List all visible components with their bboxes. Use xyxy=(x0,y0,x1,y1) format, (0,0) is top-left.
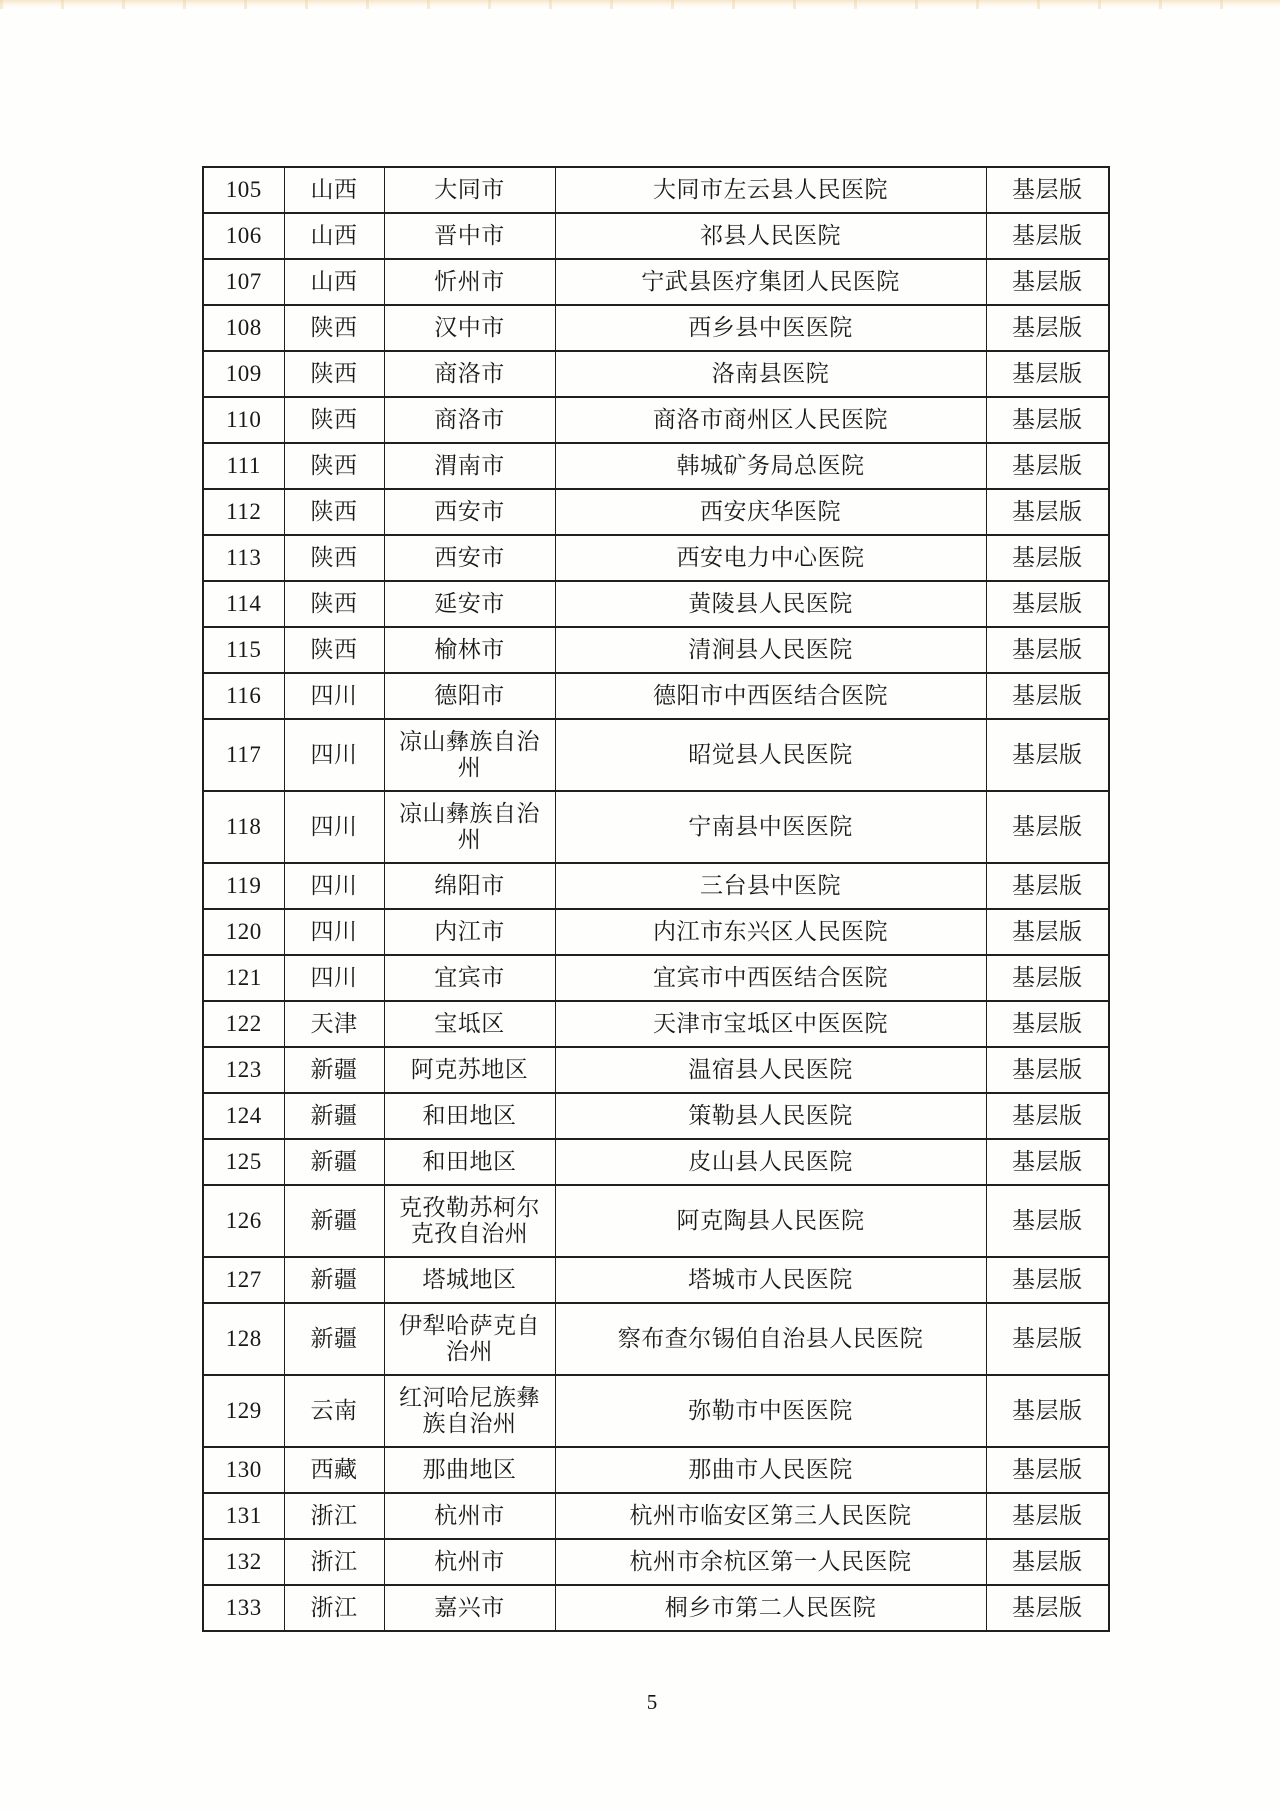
row-number-cell: 121 xyxy=(203,955,284,1001)
hospital-cell: 黄陵县人民医院 xyxy=(555,581,986,627)
hospital-cell: 杭州市余杭区第一人民医院 xyxy=(555,1539,986,1585)
table-row xyxy=(203,213,1109,259)
version-cell: 基层版 xyxy=(986,535,1109,581)
hospital-cell: 桐乡市第二人民医院 xyxy=(555,1585,986,1631)
city-cell: 绵阳市 xyxy=(384,863,555,909)
table-row xyxy=(203,1493,1109,1539)
province-cell: 新疆 xyxy=(284,1047,384,1093)
city-cell: 德阳市 xyxy=(384,673,555,719)
city-cell: 红河哈尼族彝族自治州 xyxy=(384,1375,555,1447)
version-cell: 基层版 xyxy=(986,863,1109,909)
row-number-cell: 109 xyxy=(203,351,284,397)
row-number-cell: 105 xyxy=(203,167,284,213)
row-number-cell: 107 xyxy=(203,259,284,305)
row-number-cell: 120 xyxy=(203,909,284,955)
version-cell: 基层版 xyxy=(986,627,1109,673)
version-cell: 基层版 xyxy=(986,213,1109,259)
scan-edge-artifact xyxy=(0,0,1280,9)
hospital-cell: 杭州市临安区第三人民医院 xyxy=(555,1493,986,1539)
province-cell: 四川 xyxy=(284,673,384,719)
version-cell: 基层版 xyxy=(986,1139,1109,1185)
hospital-table xyxy=(202,166,1110,1632)
version-cell: 基层版 xyxy=(986,167,1109,213)
table-row xyxy=(203,489,1109,535)
table-row xyxy=(203,955,1109,1001)
version-cell: 基层版 xyxy=(986,719,1109,791)
table-row xyxy=(203,305,1109,351)
city-cell: 宝坻区 xyxy=(384,1001,555,1047)
version-cell: 基层版 xyxy=(986,581,1109,627)
city-cell: 和田地区 xyxy=(384,1139,555,1185)
province-cell: 新疆 xyxy=(284,1139,384,1185)
province-cell: 新疆 xyxy=(284,1303,384,1375)
row-number-cell: 119 xyxy=(203,863,284,909)
hospital-cell: 察布查尔锡伯自治县人民医院 xyxy=(555,1303,986,1375)
table-row xyxy=(203,1447,1109,1493)
row-number-cell: 112 xyxy=(203,489,284,535)
hospital-cell: 祁县人民医院 xyxy=(555,213,986,259)
table-row xyxy=(203,1001,1109,1047)
city-cell: 克孜勒苏柯尔克孜自治州 xyxy=(384,1185,555,1257)
row-number-cell: 106 xyxy=(203,213,284,259)
province-cell: 山西 xyxy=(284,213,384,259)
province-cell: 四川 xyxy=(284,909,384,955)
table-row xyxy=(203,1303,1109,1375)
hospital-cell: 天津市宝坻区中医医院 xyxy=(555,1001,986,1047)
table-row xyxy=(203,1257,1109,1303)
city-cell: 宜宾市 xyxy=(384,955,555,1001)
version-cell: 基层版 xyxy=(986,305,1109,351)
hospital-cell: 宁武县医疗集团人民医院 xyxy=(555,259,986,305)
version-cell: 基层版 xyxy=(986,1447,1109,1493)
row-number-cell: 111 xyxy=(203,443,284,489)
row-number-cell: 126 xyxy=(203,1185,284,1257)
province-cell: 山西 xyxy=(284,259,384,305)
province-cell: 陕西 xyxy=(284,443,384,489)
province-cell: 陕西 xyxy=(284,351,384,397)
city-cell: 商洛市 xyxy=(384,351,555,397)
hospital-cell: 那曲市人民医院 xyxy=(555,1447,986,1493)
province-cell: 新疆 xyxy=(284,1093,384,1139)
row-number-cell: 123 xyxy=(203,1047,284,1093)
province-cell: 四川 xyxy=(284,955,384,1001)
row-number-cell: 128 xyxy=(203,1303,284,1375)
table-row xyxy=(203,581,1109,627)
row-number-cell: 116 xyxy=(203,673,284,719)
city-cell: 塔城地区 xyxy=(384,1257,555,1303)
hospital-cell: 塔城市人民医院 xyxy=(555,1257,986,1303)
table-row xyxy=(203,1585,1109,1631)
province-cell: 四川 xyxy=(284,863,384,909)
table-row xyxy=(203,1047,1109,1093)
province-cell: 浙江 xyxy=(284,1585,384,1631)
row-number-cell: 122 xyxy=(203,1001,284,1047)
hospital-cell: 洛南县医院 xyxy=(555,351,986,397)
province-cell: 陕西 xyxy=(284,581,384,627)
row-number-cell: 114 xyxy=(203,581,284,627)
province-cell: 新疆 xyxy=(284,1185,384,1257)
page-number: 5 xyxy=(646,1690,658,1714)
table-row xyxy=(203,791,1109,863)
row-number-cell: 132 xyxy=(203,1539,284,1585)
version-cell: 基层版 xyxy=(986,1585,1109,1631)
table-row xyxy=(203,1093,1109,1139)
city-cell: 忻州市 xyxy=(384,259,555,305)
city-cell: 西安市 xyxy=(384,535,555,581)
table-row xyxy=(203,909,1109,955)
version-cell: 基层版 xyxy=(986,1375,1109,1447)
city-cell: 延安市 xyxy=(384,581,555,627)
hospital-table-body xyxy=(203,167,1109,1631)
province-cell: 陕西 xyxy=(284,397,384,443)
hospital-cell: 宁南县中医医院 xyxy=(555,791,986,863)
city-cell: 杭州市 xyxy=(384,1539,555,1585)
hospital-cell: 西安电力中心医院 xyxy=(555,535,986,581)
city-cell: 凉山彝族自治州 xyxy=(384,791,555,863)
table-row xyxy=(203,673,1109,719)
city-cell: 西安市 xyxy=(384,489,555,535)
table-row xyxy=(203,719,1109,791)
province-cell: 陕西 xyxy=(284,489,384,535)
table-row xyxy=(203,535,1109,581)
hospital-cell: 西乡县中医医院 xyxy=(555,305,986,351)
city-cell: 阿克苏地区 xyxy=(384,1047,555,1093)
table-row xyxy=(203,1375,1109,1447)
hospital-cell: 温宿县人民医院 xyxy=(555,1047,986,1093)
hospital-cell: 皮山县人民医院 xyxy=(555,1139,986,1185)
table-row xyxy=(203,259,1109,305)
row-number-cell: 131 xyxy=(203,1493,284,1539)
table-row xyxy=(203,627,1109,673)
version-cell: 基层版 xyxy=(986,1047,1109,1093)
version-cell: 基层版 xyxy=(986,791,1109,863)
table-row xyxy=(203,351,1109,397)
version-cell: 基层版 xyxy=(986,397,1109,443)
city-cell: 汉中市 xyxy=(384,305,555,351)
version-cell: 基层版 xyxy=(986,673,1109,719)
hospital-cell: 清涧县人民医院 xyxy=(555,627,986,673)
row-number-cell: 130 xyxy=(203,1447,284,1493)
city-cell: 嘉兴市 xyxy=(384,1585,555,1631)
province-cell: 四川 xyxy=(284,719,384,791)
table-row xyxy=(203,1139,1109,1185)
row-number-cell: 127 xyxy=(203,1257,284,1303)
hospital-cell: 宜宾市中西医结合医院 xyxy=(555,955,986,1001)
version-cell: 基层版 xyxy=(986,909,1109,955)
hospital-cell: 西安庆华医院 xyxy=(555,489,986,535)
province-cell: 云南 xyxy=(284,1375,384,1447)
version-cell: 基层版 xyxy=(986,955,1109,1001)
province-cell: 四川 xyxy=(284,791,384,863)
city-cell: 渭南市 xyxy=(384,443,555,489)
hospital-cell: 策勒县人民医院 xyxy=(555,1093,986,1139)
city-cell: 杭州市 xyxy=(384,1493,555,1539)
version-cell: 基层版 xyxy=(986,1257,1109,1303)
province-cell: 陕西 xyxy=(284,535,384,581)
province-cell: 陕西 xyxy=(284,627,384,673)
hospital-cell: 韩城矿务局总医院 xyxy=(555,443,986,489)
city-cell: 内江市 xyxy=(384,909,555,955)
table-row xyxy=(203,863,1109,909)
hospital-cell: 德阳市中西医结合医院 xyxy=(555,673,986,719)
province-cell: 天津 xyxy=(284,1001,384,1047)
province-cell: 浙江 xyxy=(284,1493,384,1539)
row-number-cell: 125 xyxy=(203,1139,284,1185)
province-cell: 新疆 xyxy=(284,1257,384,1303)
row-number-cell: 110 xyxy=(203,397,284,443)
city-cell: 晋中市 xyxy=(384,213,555,259)
province-cell: 西藏 xyxy=(284,1447,384,1493)
version-cell: 基层版 xyxy=(986,1001,1109,1047)
city-cell: 那曲地区 xyxy=(384,1447,555,1493)
version-cell: 基层版 xyxy=(986,351,1109,397)
row-number-cell: 108 xyxy=(203,305,284,351)
version-cell: 基层版 xyxy=(986,1185,1109,1257)
version-cell: 基层版 xyxy=(986,1493,1109,1539)
hospital-cell: 弥勒市中医医院 xyxy=(555,1375,986,1447)
city-cell: 凉山彝族自治州 xyxy=(384,719,555,791)
row-number-cell: 115 xyxy=(203,627,284,673)
hospital-cell: 阿克陶县人民医院 xyxy=(555,1185,986,1257)
province-cell: 山西 xyxy=(284,167,384,213)
version-cell: 基层版 xyxy=(986,1303,1109,1375)
city-cell: 榆林市 xyxy=(384,627,555,673)
city-cell: 和田地区 xyxy=(384,1093,555,1139)
city-cell: 伊犁哈萨克自治州 xyxy=(384,1303,555,1375)
version-cell: 基层版 xyxy=(986,1539,1109,1585)
version-cell: 基层版 xyxy=(986,489,1109,535)
hospital-cell: 三台县中医院 xyxy=(555,863,986,909)
hospital-cell: 昭觉县人民医院 xyxy=(555,719,986,791)
table-row xyxy=(203,443,1109,489)
hospital-cell: 商洛市商州区人民医院 xyxy=(555,397,986,443)
table-row xyxy=(203,1185,1109,1257)
version-cell: 基层版 xyxy=(986,1093,1109,1139)
version-cell: 基层版 xyxy=(986,259,1109,305)
city-cell: 商洛市 xyxy=(384,397,555,443)
province-cell: 浙江 xyxy=(284,1539,384,1585)
table-row xyxy=(203,1539,1109,1585)
row-number-cell: 118 xyxy=(203,791,284,863)
row-number-cell: 113 xyxy=(203,535,284,581)
row-number-cell: 129 xyxy=(203,1375,284,1447)
row-number-cell: 133 xyxy=(203,1585,284,1631)
version-cell: 基层版 xyxy=(986,443,1109,489)
row-number-cell: 124 xyxy=(203,1093,284,1139)
city-cell: 大同市 xyxy=(384,167,555,213)
row-number-cell: 117 xyxy=(203,719,284,791)
hospital-cell: 内江市东兴区人民医院 xyxy=(555,909,986,955)
hospital-cell: 大同市左云县人民医院 xyxy=(555,167,986,213)
table-row xyxy=(203,167,1109,213)
table-row xyxy=(203,397,1109,443)
province-cell: 陕西 xyxy=(284,305,384,351)
